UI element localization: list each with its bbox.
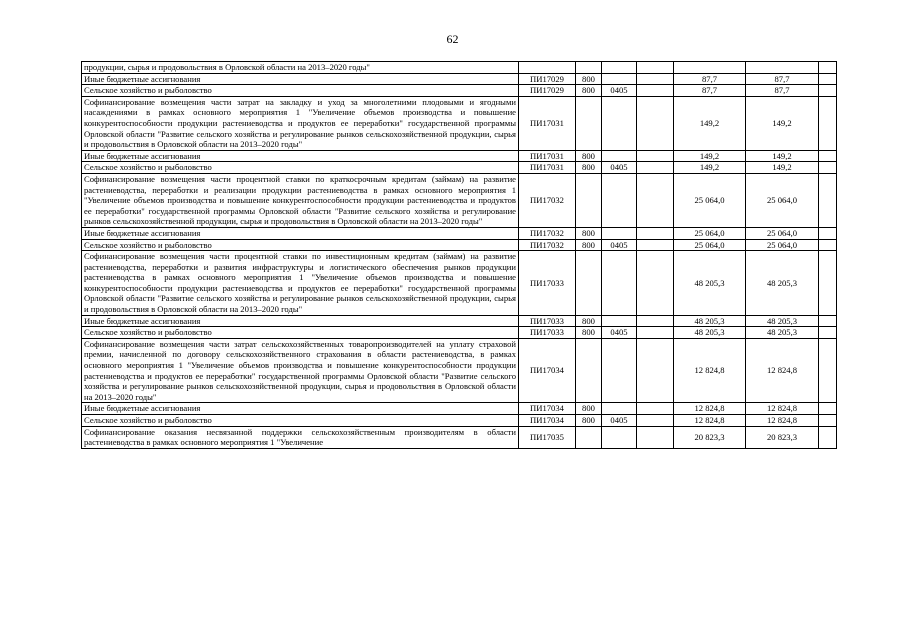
empty-cell	[819, 403, 837, 415]
description-cell: Софинансирование возмещения части затрат на закладку и уход за многолетними плодовыми и ягодными насаждениями в рамках основного мероприятия 1 "Увеличение объемов производства и повышение конкурентоспособности продукции растениеводства и продуктов ее переработки" государственной программы Орловской области "Развитие сельского хозяйства и регулирование рынков сельскохозяйственной продукции, сырья и продовольствия в Орловской области на 2013–2020 годы"	[82, 96, 519, 150]
expense-type-cell: 800	[576, 150, 602, 162]
table-row	[82, 73, 837, 85]
empty-cell	[637, 251, 674, 316]
section-code-cell: 0405	[602, 415, 637, 427]
budget-table	[81, 61, 837, 449]
amount-cell: 20 823,3	[674, 426, 746, 448]
amount-cell: 25 064,0	[674, 173, 746, 227]
table-row	[82, 426, 837, 448]
section-code-cell	[602, 96, 637, 150]
expense-type-cell	[576, 338, 602, 403]
section-code-cell	[602, 62, 637, 74]
section-code-cell: 0405	[602, 162, 637, 174]
table-row	[82, 251, 837, 316]
amount-total-cell: 48 205,3	[746, 327, 819, 339]
page-number: 62	[446, 32, 459, 46]
target-code-cell: ПИ17034	[519, 415, 576, 427]
description-cell: Софинансирование возмещения части затрат сельскохозяйственных товаропроизводителей на уплату страховой премии, начисленной по договору сельскохозяйственного страхования в области растениеводства, в рамках основного мероприятия 1 "Увеличение объемов производства и повышение конкурентоспособности продукции растениеводства и продуктов ее переработки" государственной программы Орловской области "Развитие сельского хозяйства и регулирование рынков сельскохозяйственной продукции, сырья и продовольствия в Орловской области на 2013–2020 годы"	[82, 338, 519, 403]
description-cell: Сельское хозяйство и рыболовство	[82, 162, 519, 174]
expense-type-cell: 800	[576, 85, 602, 97]
empty-cell	[819, 96, 837, 150]
section-code-cell	[602, 426, 637, 448]
expense-type-cell: 800	[576, 162, 602, 174]
empty-cell	[819, 173, 837, 227]
amount-total-cell: 20 823,3	[746, 426, 819, 448]
empty-cell	[819, 239, 837, 251]
expense-type-cell: 800	[576, 415, 602, 427]
target-code-cell: ПИ17031	[519, 162, 576, 174]
empty-cell	[819, 73, 837, 85]
empty-cell	[637, 62, 674, 74]
target-code-cell: ПИ17029	[519, 73, 576, 85]
empty-cell	[637, 227, 674, 239]
table-row	[82, 173, 837, 227]
table-row	[82, 227, 837, 239]
empty-cell	[819, 426, 837, 448]
target-code-cell: ПИ17032	[519, 239, 576, 251]
expense-type-cell: 800	[576, 327, 602, 339]
expense-type-cell: 800	[576, 73, 602, 85]
amount-total-cell: 149,2	[746, 162, 819, 174]
target-code-cell: ПИ17033	[519, 251, 576, 316]
section-code-cell	[602, 73, 637, 85]
amount-cell: 12 824,8	[674, 338, 746, 403]
target-code-cell: ПИ17033	[519, 315, 576, 327]
target-code-cell: ПИ17029	[519, 85, 576, 97]
target-code-cell: ПИ17034	[519, 403, 576, 415]
expense-type-cell: 800	[576, 239, 602, 251]
amount-cell: 48 205,3	[674, 315, 746, 327]
amount-cell	[674, 62, 746, 74]
table-row	[82, 403, 837, 415]
section-code-cell	[602, 338, 637, 403]
description-cell: Сельское хозяйство и рыболовство	[82, 85, 519, 97]
empty-cell	[819, 327, 837, 339]
empty-cell	[637, 96, 674, 150]
expense-type-cell	[576, 173, 602, 227]
description-cell: продукции, сырья и продовольствия в Орловской области на 2013–2020 годы"	[82, 62, 519, 74]
empty-cell	[637, 315, 674, 327]
expense-type-cell	[576, 62, 602, 74]
table-row	[82, 85, 837, 97]
amount-total-cell: 149,2	[746, 96, 819, 150]
expense-type-cell: 800	[576, 403, 602, 415]
description-cell: Сельское хозяйство и рыболовство	[82, 415, 519, 427]
section-code-cell: 0405	[602, 85, 637, 97]
description-cell: Сельское хозяйство и рыболовство	[82, 327, 519, 339]
empty-cell	[819, 251, 837, 316]
table-row	[82, 150, 837, 162]
description-cell: Софинансирование возмещения части процентной ставки по инвестиционным кредитам (займам) на развитие растениеводства, переработки и развития инфраструктуры и логистического обеспечения рынков продукции растениеводства в рамках основного мероприятия 1 "Увеличение объемов производства и повышение конкурентоспособности продукции растениеводства и продуктов ее переработки" государственной программы Орловской области "Развитие сельского хозяйства и регулирование рынков сельскохозяйственной продукции, сырья и продовольствия в Орловской области на 2013–2020 годы"	[82, 251, 519, 316]
empty-cell	[637, 73, 674, 85]
empty-cell	[819, 338, 837, 403]
empty-cell	[637, 426, 674, 448]
expense-type-cell	[576, 251, 602, 316]
description-cell: Сельское хозяйство и рыболовство	[82, 239, 519, 251]
target-code-cell: ПИ17032	[519, 227, 576, 239]
expense-type-cell	[576, 426, 602, 448]
amount-total-cell: 87,7	[746, 85, 819, 97]
empty-cell	[819, 85, 837, 97]
amount-cell: 12 824,8	[674, 415, 746, 427]
empty-cell	[637, 338, 674, 403]
amount-cell: 149,2	[674, 96, 746, 150]
table-row	[82, 62, 837, 74]
target-code-cell: ПИ17031	[519, 96, 576, 150]
description-cell: Иные бюджетные ассигнования	[82, 73, 519, 85]
empty-cell	[637, 85, 674, 97]
amount-cell: 48 205,3	[674, 327, 746, 339]
empty-cell	[637, 150, 674, 162]
table-row	[82, 162, 837, 174]
amount-cell: 48 205,3	[674, 251, 746, 316]
table-row	[82, 327, 837, 339]
amount-total-cell: 25 064,0	[746, 239, 819, 251]
empty-cell	[819, 315, 837, 327]
amount-total-cell: 87,7	[746, 73, 819, 85]
table-row	[82, 315, 837, 327]
empty-cell	[819, 227, 837, 239]
description-cell: Иные бюджетные ассигнования	[82, 403, 519, 415]
amount-cell: 25 064,0	[674, 227, 746, 239]
description-cell: Иные бюджетные ассигнования	[82, 150, 519, 162]
empty-cell	[819, 150, 837, 162]
section-code-cell	[602, 251, 637, 316]
section-code-cell: 0405	[602, 239, 637, 251]
amount-total-cell: 25 064,0	[746, 173, 819, 227]
section-code-cell	[602, 227, 637, 239]
amount-cell: 149,2	[674, 150, 746, 162]
target-code-cell: ПИ17033	[519, 327, 576, 339]
section-code-cell	[602, 403, 637, 415]
section-code-cell	[602, 150, 637, 162]
amount-total-cell: 48 205,3	[746, 251, 819, 316]
table-row	[82, 415, 837, 427]
section-code-cell	[602, 315, 637, 327]
target-code-cell: ПИ17031	[519, 150, 576, 162]
amount-total-cell: 12 824,8	[746, 403, 819, 415]
empty-cell	[637, 327, 674, 339]
description-cell: Иные бюджетные ассигнования	[82, 227, 519, 239]
empty-cell	[637, 173, 674, 227]
description-cell: Софинансирование оказания несвязанной поддержки сельскохозяйственным производителям в области растениеводства в рамках основного мероприятия 1 "Увеличение	[82, 426, 519, 448]
amount-total-cell: 149,2	[746, 150, 819, 162]
description-cell: Иные бюджетные ассигнования	[82, 315, 519, 327]
table-row	[82, 338, 837, 403]
amount-cell: 87,7	[674, 73, 746, 85]
expense-type-cell: 800	[576, 227, 602, 239]
expense-type-cell: 800	[576, 315, 602, 327]
amount-cell: 149,2	[674, 162, 746, 174]
amount-cell: 87,7	[674, 85, 746, 97]
empty-cell	[819, 162, 837, 174]
empty-cell	[637, 415, 674, 427]
description-cell: Софинансирование возмещения части процентной ставки по краткосрочным кредитам (займам) на развитие растениеводства, переработки и реализации продукции растениеводства в рамках основного мероприятия 1 "Увеличение объемов производства и повышение конкурентоспособности продукции растениеводства и продуктов ее переработки" государственной программы Орловской области "Развитие сельского хозяйства и регулирование рынков сельскохозяйственной продукции, сырья и продовольствия в Орловской области на 2013–2020 годы"	[82, 173, 519, 227]
table-row	[82, 239, 837, 251]
target-code-cell: ПИ17035	[519, 426, 576, 448]
amount-cell: 25 064,0	[674, 239, 746, 251]
section-code-cell	[602, 173, 637, 227]
amount-cell: 12 824,8	[674, 403, 746, 415]
amount-total-cell: 48 205,3	[746, 315, 819, 327]
amount-total-cell: 12 824,8	[746, 415, 819, 427]
empty-cell	[819, 62, 837, 74]
empty-cell	[819, 415, 837, 427]
amount-total-cell: 25 064,0	[746, 227, 819, 239]
target-code-cell: ПИ17032	[519, 173, 576, 227]
empty-cell	[637, 239, 674, 251]
target-code-cell	[519, 62, 576, 74]
section-code-cell: 0405	[602, 327, 637, 339]
expense-type-cell	[576, 96, 602, 150]
table-row	[82, 96, 837, 150]
empty-cell	[637, 403, 674, 415]
empty-cell	[637, 162, 674, 174]
target-code-cell: ПИ17034	[519, 338, 576, 403]
amount-total-cell	[746, 62, 819, 74]
amount-total-cell: 12 824,8	[746, 338, 819, 403]
